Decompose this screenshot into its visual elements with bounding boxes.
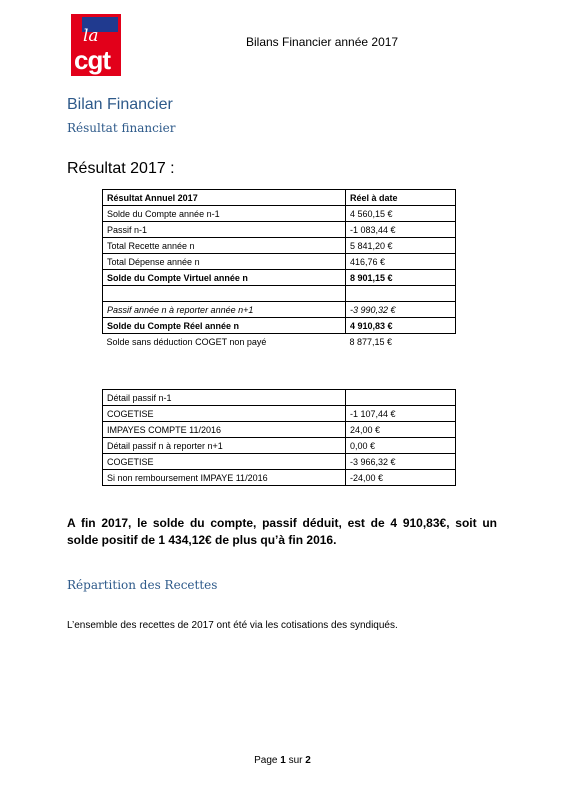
table-cell-label: COGETISE <box>103 406 346 422</box>
table-cell-label: Détail passif n à reporter n+1 <box>103 438 346 454</box>
table-cell-label: Total Recette année n <box>103 238 346 254</box>
table-row <box>103 334 456 350</box>
table-cell-label: Solde du Compte Virtuel année n <box>103 270 346 286</box>
footer-prefix: Page <box>254 755 278 766</box>
section-title: Résultat 2017 : <box>67 160 175 177</box>
table-row <box>103 206 456 222</box>
table-row-empty <box>103 286 456 302</box>
table-cell-value: 0,00 € <box>346 438 456 454</box>
table-cell-value: -3 966,32 € <box>346 454 456 470</box>
table-cell-label: COGETISE <box>103 454 346 470</box>
section2-title: Répartition des Recettes <box>67 578 218 592</box>
table-cell-label: Solde du Compte année n-1 <box>103 206 346 222</box>
table-cell-value: -1 107,44 € <box>346 406 456 422</box>
table-cell-value: 5 841,20 € <box>346 238 456 254</box>
liabilities-table <box>102 389 456 486</box>
footer-middle: sur <box>288 755 303 766</box>
table-row <box>103 438 456 454</box>
table-row <box>103 302 456 318</box>
table-cell-label: Passif année n à reporter année n+1 <box>103 302 346 318</box>
table-cell-value: 8 901,15 € <box>346 270 456 286</box>
table-cell-value: 416,76 € <box>346 254 456 270</box>
logo-cgt-text: cgt <box>74 45 110 75</box>
table-cell-label <box>103 286 346 302</box>
page-footer <box>0 755 565 766</box>
section2-paragraph: L’ensemble des recettes de 2017 ont été via les cotisations des syndiqués. <box>67 620 398 631</box>
table-row <box>103 222 456 238</box>
table-cell-value: -24,00 € <box>346 470 456 486</box>
summary-paragraph: A fin 2017, le solde du compte, passif déduit, est de 4 910,83€, soit un solde positif de 1 434,12€ de plus qu’à fin 2016. <box>67 516 497 547</box>
table-cell-value: 8 877,15 € <box>349 336 393 347</box>
header-title: Bilans Financier année 2017 <box>246 35 399 49</box>
footer-total-pages: 2 <box>305 755 311 766</box>
table-cell-label: Résultat Annuel 2017 <box>103 190 346 206</box>
result-table <box>102 189 456 349</box>
table-cell-value: 4 910,83 € <box>346 318 456 334</box>
table-cell-label: IMPAYES COMPTE 11/2016 <box>103 422 346 438</box>
table-row <box>103 454 456 470</box>
table-row <box>103 390 456 406</box>
page-heading: Bilan Financier <box>67 96 173 113</box>
table-row <box>103 422 456 438</box>
table-row <box>103 270 456 286</box>
table-cell-value <box>346 286 456 302</box>
table-row <box>103 254 456 270</box>
table-cell-value: -1 083,44 € <box>346 222 456 238</box>
table-cell-value: 24,00 € <box>346 422 456 438</box>
table-row <box>103 470 456 486</box>
logo-la-text: la <box>83 26 99 46</box>
table-header-row <box>103 190 456 206</box>
table-cell-label: Détail passif n-1 <box>103 390 346 406</box>
cgt-logo <box>71 14 121 76</box>
table-cell-label: Solde sans déduction COGET non payé <box>106 336 267 347</box>
table-cell-value: -3 990,32 € <box>346 302 456 318</box>
table-row <box>103 318 456 334</box>
table-cell-label: Passif n-1 <box>103 222 346 238</box>
table-cell-value <box>346 390 456 406</box>
table-row <box>103 238 456 254</box>
table-cell-label: Total Dépense année n <box>103 254 346 270</box>
table-cell-label: Solde du Compte Réel année n <box>103 318 346 334</box>
table-row <box>103 406 456 422</box>
footer-page-number: 1 <box>280 755 286 766</box>
table-cell-value: Réel à date <box>346 190 456 206</box>
table-cell-value: 4 560,15 € <box>346 206 456 222</box>
table-cell-label: Si non remboursement IMPAYE 11/2016 <box>103 470 346 486</box>
page-subheading: Résultat financier <box>67 121 176 135</box>
